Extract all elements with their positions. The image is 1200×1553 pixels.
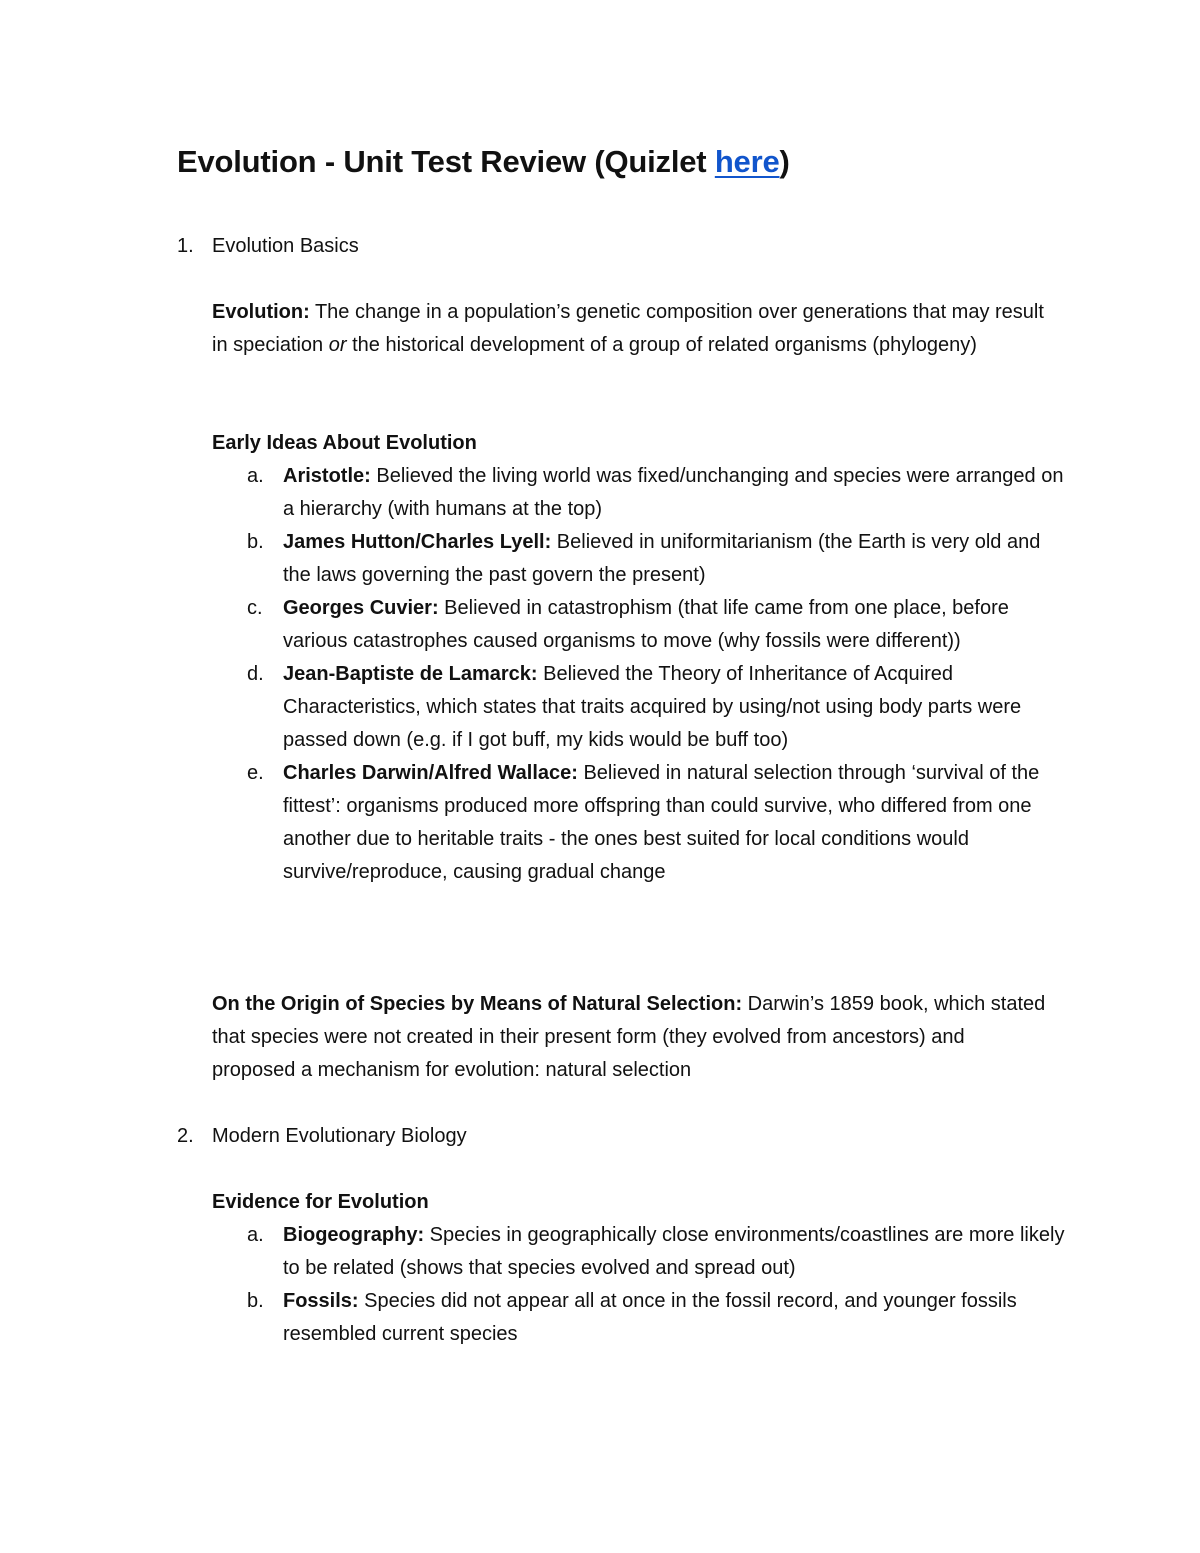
section-title: Evolution Basics — [212, 235, 359, 257]
list-letter: b. — [247, 531, 264, 553]
section-number: 2. — [177, 1125, 194, 1147]
definition-text-a: The change in a population’s genetic composition over generations that may result in speciation — [212, 301, 1044, 356]
list-term: Jean-Baptiste de Lamarck: — [283, 663, 538, 685]
list-item — [212, 1285, 1072, 1351]
title-text: Evolution - Unit Test Review (Quizlet — [177, 144, 715, 179]
list-item — [212, 526, 1072, 592]
evidence-heading: Evidence for Evolution — [212, 1191, 429, 1213]
section-heading-evolution-basics — [177, 230, 359, 263]
list-text: Believed the Theory of Inheritance of Acquired Characteristics, which states that traits acquired by using/not using body parts were passed down (e.g. if I got buff, my kids would be buff too) — [283, 663, 1022, 751]
list-letter: d. — [247, 663, 264, 685]
title-close-paren: ) — [779, 144, 790, 179]
list-term: Charles Darwin/Alfred Wallace: — [283, 762, 578, 784]
list-item — [212, 1219, 1072, 1285]
definition-text-italic: or — [328, 334, 347, 356]
early-ideas-list — [212, 460, 1072, 889]
list-term: James Hutton/Charles Lyell: — [283, 531, 552, 553]
section-number: 1. — [177, 235, 194, 257]
list-letter: c. — [247, 597, 263, 619]
list-item — [212, 460, 1072, 526]
section-title: Modern Evolutionary Biology — [212, 1125, 467, 1147]
list-term: Biogeography: — [283, 1224, 425, 1246]
list-item — [212, 757, 1072, 889]
list-item — [212, 658, 1072, 757]
list-text: Believed in catastrophism (that life came from one place, before various catastrophes caused organisms to move (why fossils were different)) — [283, 597, 1009, 652]
page-title — [177, 140, 790, 184]
definition-term: Evolution: — [212, 301, 310, 323]
list-term: Aristotle: — [283, 465, 371, 487]
list-letter: a. — [247, 1224, 264, 1246]
quizlet-link[interactable]: here — [714, 144, 780, 179]
list-term: Georges Cuvier: — [283, 597, 439, 619]
list-text: Believed the living world was fixed/unchanging and species were arranged on a hierarchy (with humans at the top) — [283, 465, 1064, 520]
origin-of-species-paragraph — [212, 988, 1052, 1087]
list-letter: e. — [247, 762, 264, 784]
list-text: Species did not appear all at once in the fossil record, and younger fossils resembled current species — [283, 1290, 1017, 1345]
evidence-list — [212, 1219, 1072, 1351]
list-text: Believed in natural selection through ‘survival of the fittest’: organisms produced more offspring than could survive, who differed from one another due to heritable traits - the ones best suited for local conditions would survive/reproduce, causing gradual change — [283, 762, 1040, 883]
evolution-definition — [212, 296, 1052, 362]
list-letter: a. — [247, 465, 264, 487]
early-ideas-heading: Early Ideas About Evolution — [212, 432, 477, 454]
list-text: Believed in uniformitarianism (the Earth is very old and the laws governing the past govern the present) — [283, 531, 1041, 586]
list-term: Fossils: — [283, 1290, 359, 1312]
section-heading-modern-evolutionary-biology — [177, 1120, 467, 1153]
list-text: Species in geographically close environments/coastlines are more likely to be related (shows that species evolved and spread out) — [283, 1224, 1065, 1279]
list-letter: b. — [247, 1290, 264, 1312]
definition-text-b: the historical development of a group of related organisms (phylogeny) — [346, 334, 977, 356]
list-item — [212, 592, 1072, 658]
origin-text: Darwin’s 1859 book, which stated that species were not created in their present form (they evolved from ancestors) and proposed a mechanism for evolution: natural selection — [212, 993, 1046, 1081]
origin-term: On the Origin of Species by Means of Natural Selection: — [212, 993, 743, 1015]
